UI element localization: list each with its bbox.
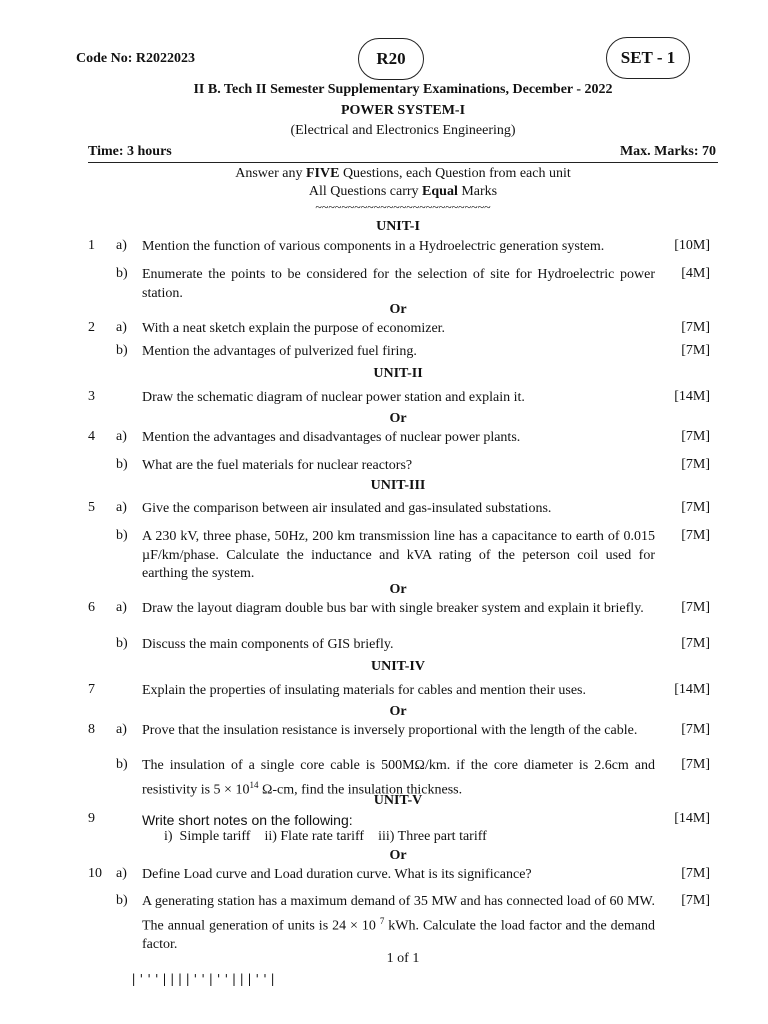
question-marks: [7M]	[681, 457, 710, 472]
question-number: 2	[88, 320, 95, 335]
set-badge: SET - 1	[606, 37, 690, 79]
question-marks: [14M]	[674, 682, 710, 697]
question-text: What are the fuel materials for nuclear reactors?	[142, 458, 413, 473]
question-part: a)	[116, 429, 127, 444]
question-part: b)	[116, 757, 128, 772]
question-text: Mention the function of various components in a Hydroelectric generation system.	[142, 239, 605, 254]
code-number: Code No: R2022023	[76, 51, 195, 66]
unit-heading: UNIT-II	[373, 366, 423, 381]
unit-heading: UNIT-I	[376, 219, 420, 234]
question-marks: [7M]	[681, 320, 710, 335]
question-part: a)	[116, 238, 127, 253]
unit-heading: UNIT-IV	[371, 659, 425, 674]
question-number: 1	[88, 238, 95, 253]
question-marks: [7M]	[681, 500, 710, 515]
question-marks: [14M]	[674, 389, 710, 404]
or-separator: Or	[389, 704, 407, 719]
question-text: Explain the properties of insulating materials for cables and mention their uses.	[142, 683, 586, 698]
question-sub-items: i) Simple tariff ii) Flate rate tariff iii) Three part tariff	[164, 829, 487, 844]
question-text: Prove that the insulation resistance is inversely proportional with the length of the cable.	[142, 723, 638, 738]
or-separator: Or	[389, 411, 407, 426]
question-number: 10	[88, 866, 102, 881]
tilde-divider: ~~~~~~~~~~~~~~~~~~~~~~~~~~~	[315, 200, 491, 214]
question-marks: [7M]	[681, 893, 710, 908]
question-number: 6	[88, 600, 95, 615]
question-part: b)	[116, 636, 128, 651]
question-text: Write short notes on the following:	[142, 812, 353, 828]
question-part: a)	[116, 500, 127, 515]
question-marks: [7M]	[681, 429, 710, 444]
question-marks: [7M]	[681, 722, 710, 737]
question-text: Draw the schematic diagram of nuclear power station and explain it.	[142, 390, 525, 405]
question-number: 8	[88, 722, 95, 737]
question-marks: [4M]	[681, 266, 710, 281]
question-text: A 230 kV, three phase, 50Hz, 200 km transmission line has a capacitance to earth of 0.015 µF/km/phase. Calculate the inductance and kVA rating of the peterson coil used for earthing the system.	[142, 529, 655, 581]
header-divider	[88, 162, 718, 163]
max-marks-label: Max. Marks: 70	[619, 144, 716, 159]
question-marks: [7M]	[681, 866, 710, 881]
question-marks: [7M]	[681, 343, 710, 358]
question-text: Draw the layout diagram double bus bar with single breaker system and explain it briefly.	[142, 601, 644, 616]
branch-name: (Electrical and Electronics Engineering)	[290, 123, 516, 138]
regulation-badge: R20	[358, 38, 424, 80]
question-text: The insulation of a single core cable is 500MΩ/km. if the core diameter is 2.6cm and resistivity is $5 \times 10^{14}$ Ω-cm, find the insulation thickness.	[142, 758, 655, 798]
question-part: b)	[116, 343, 128, 358]
unit-heading: UNIT-V	[373, 793, 423, 808]
question-part: a)	[116, 320, 127, 335]
question-number: 9	[88, 811, 95, 826]
unit-heading: UNIT-III	[370, 478, 426, 493]
exam-title: II B. Tech II Semester Supplementary Examinations, December - 2022	[193, 82, 613, 97]
question-part: b)	[116, 266, 128, 281]
question-marks: [14M]	[674, 811, 710, 826]
question-number: 3	[88, 389, 95, 404]
question-text: Mention the advantages of pulverized fuel firing.	[142, 344, 417, 359]
question-number: 5	[88, 500, 95, 515]
question-marks: [10M]	[674, 238, 710, 253]
question-text: Mention the advantages and disadvantages of nuclear power plants.	[142, 430, 521, 445]
instruction-line-1: Answer any FIVE Questions, each Question from each unit	[235, 166, 571, 181]
time-label: Time: 3 hours	[88, 144, 172, 159]
question-part: a)	[116, 600, 127, 615]
page-number: 1 of 1	[386, 951, 420, 966]
question-marks: [7M]	[681, 528, 710, 543]
question-text: Enumerate the points to be considered for the selection of site for Hydroelectric power station.	[142, 267, 655, 301]
question-text: A generating station has a maximum demand of 35 MW and has connected load of 60 MW. The annual generation of units is 24 × 10 $^7$ kWh. Calculate the load factor and the demand factor.	[142, 894, 655, 952]
or-separator: Or	[389, 302, 407, 317]
question-part: b)	[116, 893, 128, 908]
question-part: a)	[116, 722, 127, 737]
question-text: Give the comparison between air insulated and gas-insulated substations.	[142, 501, 552, 516]
question-text: With a neat sketch explain the purpose of economizer.	[142, 321, 446, 336]
question-marks: [7M]	[681, 757, 710, 772]
instruction-line-2: All Questions carry Equal Marks	[308, 184, 498, 199]
question-marks: [7M]	[681, 600, 710, 615]
question-part: b)	[116, 528, 128, 543]
question-text: Define Load curve and Load duration curve. What is its significance?	[142, 867, 532, 882]
question-number: 7	[88, 682, 95, 697]
barcode-text: |'''||||''|''|||''|	[130, 972, 277, 986]
question-marks: [7M]	[681, 636, 710, 651]
question-number: 4	[88, 429, 95, 444]
question-text: Discuss the main components of GIS briefly.	[142, 637, 394, 652]
subject-title: POWER SYSTEM-I	[340, 103, 466, 118]
question-part: a)	[116, 866, 127, 881]
or-separator: Or	[389, 848, 407, 863]
or-separator: Or	[389, 582, 407, 597]
question-part: b)	[116, 457, 128, 472]
